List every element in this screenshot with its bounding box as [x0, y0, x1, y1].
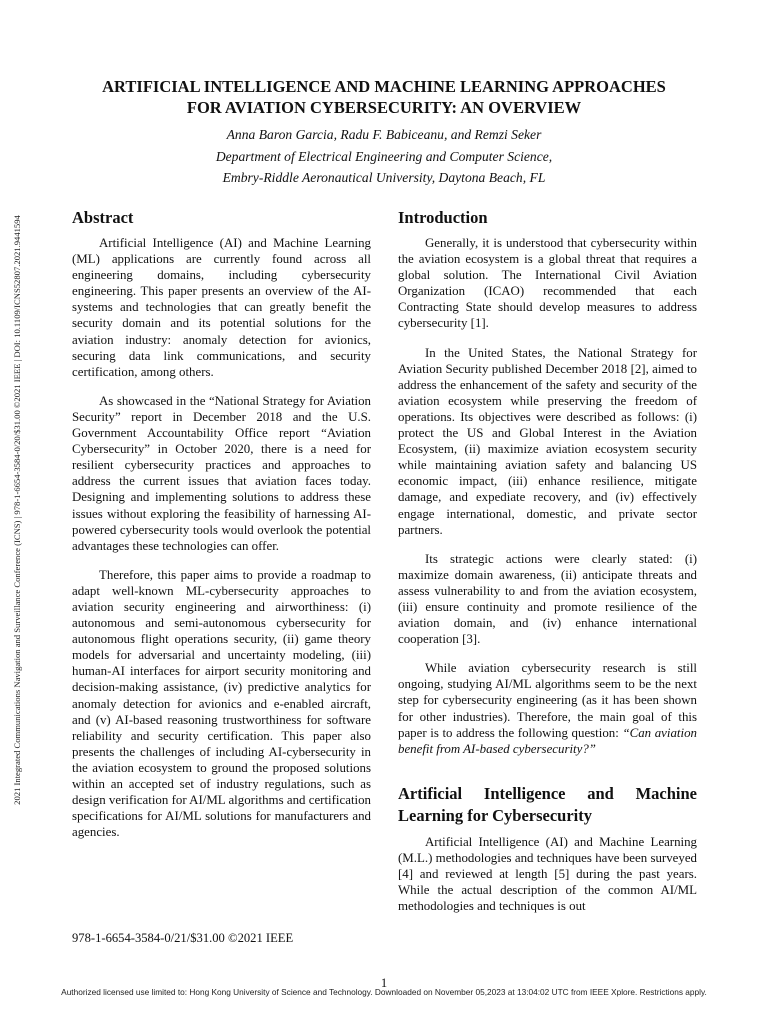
abstract-heading: Abstract	[72, 208, 134, 227]
author-block	[60, 124, 708, 189]
introduction-paragraph-4	[398, 660, 697, 757]
author-names: Anna Baron Garcia, Radu F. Babiceanu, and Remzi Seker	[226, 127, 542, 142]
paper-title	[60, 76, 708, 118]
section-2-heading: Artificial Intelligence and Machine Learning for Cybersecurity	[398, 783, 697, 825]
author-department: Department of Electrical Engineering and Computer Science,	[215, 148, 553, 164]
introduction-paragraph-2: In the United States, the National Strategy for Aviation Security published December 2018 [2], aimed to address the enhancement of the safety and security of the aviation ecosystem while preserving the freedom of operations. Its objectives were described as follows: (i) protect the US and Global Interest in the Aviation Ecosystem, (ii) maximize aviation ecosystem security while maintaining aviation safety and balancing US economic impact, (iii) enhance resilience, mitigate damage, and expediate recovery, and (iv) effectively engage international, domestic, and private sector partners.	[398, 345, 697, 537]
abstract-paragraph-2: As showcased in the “National Strategy for Aviation Security” report in December 2018 and the U.S. Government Accountability Office report “Aviation Cybersecurity” in October 2020, there is a need for resilient cybersecurity practices and approaches to address the current issues that aviation faces today. Designing and implementing solutions to address these issues without exploring the feasibility of harnessing AI-powered cybersecurity tools would overlook the potential advantages these technologies can offer.	[72, 393, 371, 553]
research-question: “Can aviation benefit from AI-based cybersecurity?”	[398, 725, 697, 756]
introduction-paragraph-1: Generally, it is understood that cybersecurity within the aviation ecosystem is a global threat that requires a global solution. The International Civil Aviation Organization (ICAO) recommended that each Contracting State should develop measures to address cybersecurity [1].	[398, 236, 697, 331]
license-notice: Authorized licensed use limited to: Hong Kong University of Science and Technology. Downloaded on November 05,2023 at 13:04:02 UTC from IEEE Xplore. Restrictions apply.	[61, 987, 707, 997]
abstract-paragraph-3: Therefore, this paper aims to provide a roadmap to adapt well-known ML-cybersecurity approaches to aviation security engineering and airworthiness: (i) autonomous and semi-autonomous cybersecurity for autonomous flight operations security, (ii) game theory models for adversarial and uncertainty modeling, (iii) human-AI interfaces for airport security monitoring and decision-making assistance, (iv) predictive analytics for anomaly detection for avionics and e-enabled aircraft, and (v) AI-based reasoning trustworthiness for software reliability and security certification. This paper also presents the challenges of including AI-cybersecurity in the aviation ecosystem to ground the proposed solutions within an accepted set of industry regulations, such as design verification for AI/ML algorithms and certification specifications for AI/ML solutions for manufacturers and agencies.	[72, 567, 371, 840]
right-column	[398, 208, 697, 927]
introduction-paragraph-4-text: While aviation cybersecurity research is still ongoing, studying AI/ML algorithms seem to be the next step for cybersecurity engineering (as it has been shown for other industries). Therefore, the main goal of this paper is to address the following question:	[398, 661, 697, 740]
paper-title-line-1: ARTIFICIAL INTELLIGENCE AND MACHINE LEARNING APPROACHES	[102, 77, 666, 96]
paper-title-line-2: FOR AVIATION CYBERSECURITY: AN OVERVIEW	[186, 98, 582, 117]
introduction-heading: Introduction	[398, 208, 488, 227]
introduction-paragraph-3: Its strategic actions were clearly stated: (i) maximize domain awareness, (ii) anticipate threats and assess vulnerability to and from the aviation ecosystem, (iii) ensure continuity and promote resilience of the aviation domain, and (iv) enhance international cooperation [3].	[398, 551, 697, 647]
left-column	[72, 208, 371, 853]
doi-side-note	[10, 140, 24, 880]
page-number: 1	[380, 976, 388, 990]
author-university: Embry-Riddle Aeronautical University, Daytona Beach, FL	[222, 170, 546, 185]
doi-side-note-text: 2021 Integrated Communications Navigation and Surveillance Conference (ICNS) | 978-1-6654-3584-0/20/$31.00 ©2021 IEEE | DOI: 10.1109/ICNS52807.2021.9441594	[12, 215, 22, 805]
section-2-paragraph-1: Artificial Intelligence (AI) and Machine Learning (M.L.) methodologies and techniques have been surveyed [4] and reviewed at length [5] during the past years. While the actual description of the common AI/ML methodologies and techniques is out	[398, 834, 697, 914]
abstract-paragraph-1: Artificial Intelligence (AI) and Machine Learning (ML) applications are currently found across all engineering domains, including cybersecurity engineering. This paper presents an overview of the AI-systems and technologies that can greatly benefit the security domain and its potential solutions for the aviation industry: anomaly detection for avionics, securing data link communications, and security certification, among others.	[72, 236, 371, 379]
copyright-line: 978-1-6654-3584-0/21/$31.00 ©2021 IEEE	[72, 931, 294, 945]
